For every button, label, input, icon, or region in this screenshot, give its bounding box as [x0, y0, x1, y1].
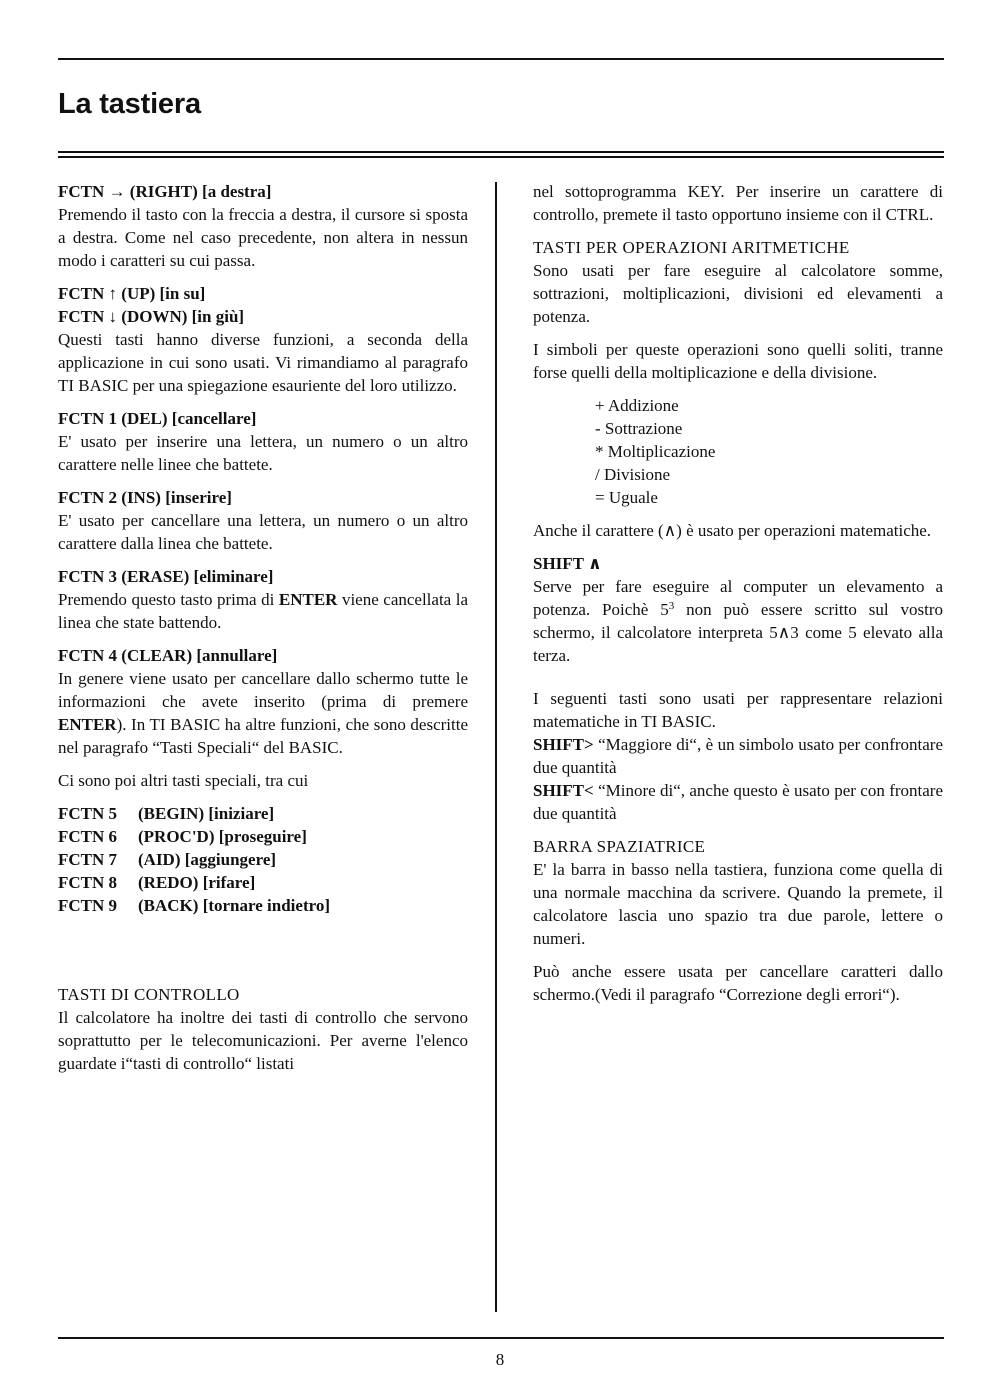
title-rule-upper [58, 151, 944, 153]
page-title: La tastiera [58, 88, 201, 120]
section-heading-up: FCTN ↑ (UP) [in su] [58, 284, 206, 303]
key-name: FCTN 8 [58, 873, 118, 892]
section-text: Questi tasti hanno diverse funzioni, a seconda della applicazione in cui sono usati. Vi rimandiamo al paragrafo TI BASIC per una spiegazione esauriente del loro utilizzo. [58, 330, 468, 395]
page-number: 8 [495, 1350, 505, 1369]
key-name: FCTN 5 [58, 804, 118, 823]
key-name: FCTN 9 [58, 896, 118, 915]
section-right-key [58, 180, 468, 272]
section-text: E' la barra in basso nella tastiera, funziona come quella di una normale macchina da scrivere. Quando la premete, il calcolatore lascia uno spazio tra due parole, lettere o numeri. [533, 860, 943, 948]
column-divider [495, 182, 497, 1312]
symbols-text: I simboli per queste operazioni sono quelli soliti, tranne forse quelli della moltiplicazione e della divisione. [533, 340, 943, 382]
section-heading: FCTN → (RIGHT) [a destra] [58, 182, 272, 201]
spacer [533, 677, 943, 687]
top-rule [58, 58, 944, 60]
section-text: Sono usati per fare eseguire al calcolatore somme, sottrazioni, moltiplicazioni, divisioni ed elevamenti a potenza. [533, 261, 943, 326]
operations-list [595, 394, 943, 509]
section-heading: TASTI PER OPERAZIONI ARITMETICHE [533, 238, 850, 257]
text-part: viene cancellata la linea che state battendo. [58, 590, 468, 632]
right-column [533, 180, 943, 1016]
key-desc: (PROC'D) [proseguire] [138, 827, 307, 846]
relation-gt-text: “Maggiore di“, è un simbolo usato per confrontare due quantità [533, 735, 943, 777]
section-text: E' usato per inserire una lettera, un numero o un altro carattere nelle linee che battete. [58, 432, 468, 474]
enter-key-label: ENTER [58, 715, 117, 734]
text-part: ). In TI BASIC ha altre funzioni, che sono descritte nel paragrafo “Tasti Speciali“ del BASIC. [58, 715, 468, 757]
key-name: FCTN 7 [58, 850, 118, 869]
section-text: Premendo il tasto con la freccia a destra, il cursore si sposta a destra. Come nel caso precedente, non altera in nessun modo i caratteri su cui passa. [58, 205, 468, 270]
section-heading: TASTI DI CONTROLLO [58, 985, 240, 1004]
section-arithmetic [533, 236, 943, 328]
section-heading: FCTN 2 (INS) [inserire] [58, 488, 232, 507]
relations-intro: I seguenti tasti sono usati per rappresentare relazioni matematiche in TI BASIC. [533, 689, 943, 731]
relation-lt [533, 779, 943, 825]
section-text [58, 667, 468, 759]
section-text [58, 588, 468, 634]
section-heading: FCTN 3 (ERASE) [eliminare] [58, 567, 274, 586]
caret-text: Anche il carattere (∧) è usato per operazioni matematiche. [533, 521, 932, 540]
caret-paragraph [533, 519, 943, 542]
key-desc: (BACK) [tornare indietro] [138, 896, 331, 915]
section-heading: FCTN 4 (CLEAR) [annullare] [58, 646, 278, 665]
section-heading: BARRA SPAZIATRICE [533, 837, 706, 856]
text-part: Serve per fare eseguire al computer un elevamento a potenza. Poichè 5 [533, 577, 943, 619]
section-del [58, 407, 468, 476]
continuation-text: nel sottoprogramma KEY. Per inserire un carattere di controllo, premete il tasto opportuno insieme con il CTRL. [533, 182, 943, 224]
section-heading: SHIFT ∧ [533, 554, 602, 573]
key-name: FCTN 6 [58, 827, 118, 846]
title-rule-lower [58, 156, 944, 158]
bottom-rule [58, 1337, 944, 1339]
key-desc: (AID) [aggiungere] [138, 850, 277, 869]
others-intro [58, 769, 468, 792]
section-space-bar [533, 835, 943, 950]
space-bar-extra [533, 960, 943, 1006]
relation-lt-text: “Minore di“, anche questo è usato per con frontare due quantità [533, 781, 943, 823]
special-key-row [58, 802, 468, 825]
special-key-row [58, 871, 468, 894]
section-text: E' usato per cancellare una lettera, un numero o un altro carattere dalla linea che battete. [58, 511, 468, 553]
operation-item: / Divisione [595, 465, 671, 484]
left-column [58, 180, 468, 1085]
symbols-paragraph [533, 338, 943, 384]
text-part: non può essere scritto sul vostro schermo, il calcolatore interpreta 5∧3 come 5 elevato alla terza. [533, 600, 943, 665]
spacer [58, 955, 468, 983]
section-heading-down: FCTN ↓ (DOWN) [in giù] [58, 307, 245, 326]
section-up-down [58, 282, 468, 397]
text-part: In genere viene usato per cancellare dallo schermo tutte le informazioni che avete inserito (prima di premere [58, 669, 468, 711]
special-keys-list [58, 802, 468, 917]
section-text [533, 575, 943, 667]
enter-key-label: ENTER [278, 590, 338, 609]
shift-lt-key: SHIFT< [533, 781, 594, 800]
section-heading: FCTN 1 (DEL) [cancellare] [58, 409, 257, 428]
key-desc: (REDO) [rifare] [138, 873, 256, 892]
special-key-row [58, 825, 468, 848]
section-shift-caret [533, 552, 943, 667]
operation-item: - Sottrazione [595, 419, 683, 438]
section-control-keys [58, 983, 468, 1075]
operation-item: + Addizione [595, 396, 679, 415]
section-erase [58, 565, 468, 634]
section-text: Il calcolatore ha inoltre dei tasti di controllo che servono soprattutto per le telecomunicazioni. Per averne l'elenco guardate i“tasti di controllo“ listati [58, 1008, 468, 1073]
text-part: Premendo questo tasto prima di [58, 590, 279, 609]
section-clear [58, 644, 468, 759]
special-key-row [58, 848, 468, 871]
section-relations [533, 687, 943, 825]
others-intro-text: Ci sono poi altri tasti speciali, tra cui [58, 771, 309, 790]
continuation [533, 180, 943, 226]
operation-item: * Moltiplicazione [595, 442, 716, 461]
key-desc: (BEGIN) [iniziare] [138, 804, 275, 823]
shift-gt-key: SHIFT> [533, 735, 594, 754]
section-ins [58, 486, 468, 555]
spacer [58, 927, 468, 955]
relation-gt [533, 733, 943, 779]
special-key-row [58, 894, 468, 917]
section-text: Può anche essere usata per cancellare caratteri dallo schermo.(Vedi il paragrafo “Correzione degli errori“). [533, 962, 943, 1004]
operation-item: = Uguale [595, 488, 658, 507]
exponent: 3 [668, 600, 675, 612]
